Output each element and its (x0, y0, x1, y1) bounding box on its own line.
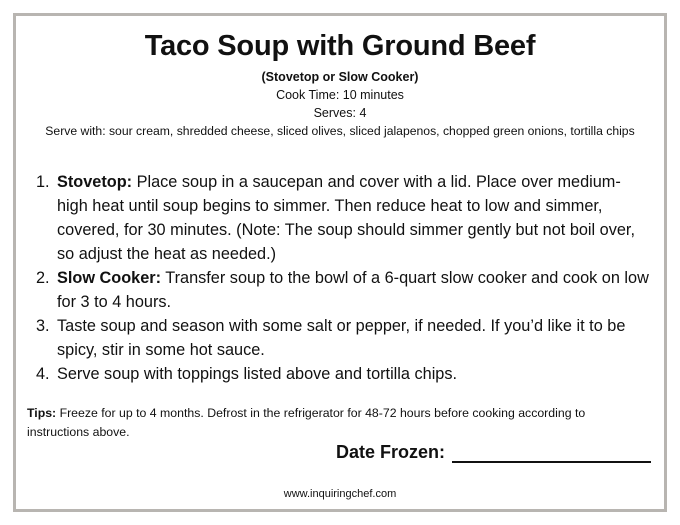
cook-time: Cook Time: 10 minutes (276, 88, 404, 102)
tips-label: Tips: (27, 406, 57, 420)
step-number: 4. (36, 365, 50, 383)
date-frozen-blank-line (452, 444, 651, 463)
servings: Serves: 4 (313, 106, 367, 120)
website-footer: www.inquiringchef.com (283, 488, 397, 500)
recipe-card (13, 13, 667, 512)
date-frozen-label: Date Frozen: (335, 442, 445, 462)
step-text: Taste soup and season with some salt or pepper, if needed. If you’d like it to be spicy, stir in some hot sauce. (57, 317, 626, 359)
date-frozen-field (336, 442, 651, 463)
step-number: 3. (36, 317, 50, 335)
instruction-step (36, 266, 651, 314)
tips-note (27, 404, 647, 442)
step-text: Place soup in a saucepan and cover with a lid. Place over medium-high heat until soup begins to simmer. Then reduce heat to low and simmer, covered, for 30 minutes. (Note: The soup should simmer gently but not boil over, so adjust the heat as needed.) (57, 173, 635, 263)
serve-with: Serve with: sour cream, shredded cheese, sliced olives, sliced jalapenos, chopped green onions, tortilla chips (45, 124, 635, 138)
recipe-title: Taco Soup with Ground Beef (144, 30, 536, 62)
tips-text: Freeze for up to 4 months. Defrost in the refrigerator for 48-72 hours before cooking according to instructions above. (27, 406, 586, 439)
instruction-step (36, 362, 651, 386)
instruction-step (36, 170, 651, 266)
instructions-list (36, 170, 651, 386)
step-label: Stovetop: (57, 173, 133, 191)
instruction-step (36, 314, 651, 362)
step-number: 2. (36, 269, 50, 287)
step-number: 1. (36, 173, 50, 191)
recipe-subtitle: (Stovetop or Slow Cooker) (261, 70, 419, 84)
step-text: Serve soup with toppings listed above and tortilla chips. (57, 365, 458, 383)
step-label: Slow Cooker: (57, 269, 162, 287)
step-text: Transfer soup to the bowl of a 6-quart slow cooker and cook on low for 3 to 4 hours. (57, 269, 649, 311)
